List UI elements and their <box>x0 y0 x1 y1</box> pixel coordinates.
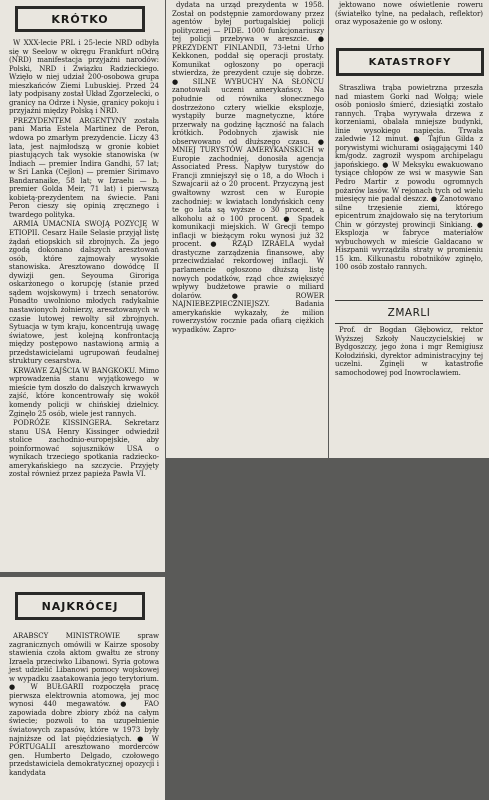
clipping-najkrocej <box>0 577 165 800</box>
zmarli-bottom-rule <box>335 323 483 324</box>
right-top-text <box>335 1 483 28</box>
zmarli-text <box>335 326 483 378</box>
zmarli-top-rule <box>335 300 483 301</box>
katastrofy-p1: Straszliwa trąba powietrzna przeszła nad miastem Gorki nad Wołgą; wiele osób poniosło śmierć, dziesiątki zostało rannych. Trąba wyrywała drzewa z korzeniami, obalała mniejsze budynki, linie wysokiego napięcia. Trwała zaledwie 12 minut. ● Tajfun Gilda z porywistymi wichurami osiągającymi 140 km/godz. zagroził wyspom archipelagu japońskiego. ● W Meksyku ewakuowano tysiące chłopów ze wsi w masywie San Pedro Martir z powodu ogromnych pożarów lasów. W rejonach tych od wielu miesięcy nie padał deszcz. ● Zanotowano silne trzęsienie ziemi, którego epicentrum znajdowało się na terytorium Chin w górzystej prowincji Sinkiang. ● Eksplozja w fabryce materiałów wybuchowych w mieście Galdacano w Hiszpanii wyrządziła straty w promieniu 15 km. Kilkunastu robotników zginęło, 100 osób zostało rannych. <box>335 83 483 272</box>
krotko-p2: PREZYDENTEM ARGENTYNY została pani Maria Estela Martinez de Peron, wdowa po zmarłym prezydencie. Liczy 43 lata, jest najmłodszą w gronie kobiet piastujących tak wysokie stanowiska (w Indiach — premier Indira Gandhi, 57 lat; w Sri Lanka (Cejlon) — premier Sirimavo Bandaranaike, 58 lat; w Izraelu — b. premier Golda Meir, 71 lat) i pierwszą kobietą-prezydentem na świecie. Pani Peron cieszy się opinią zręcznego i twardego polityka. <box>9 115 159 219</box>
katastrofy-title-box <box>336 48 484 76</box>
krotko-text <box>9 39 159 480</box>
middle-p1: dydata na urząd prezydenta w 1958. Został on podstępnie zamordowany przez agentów byłej portugalskiej policji politycznej — PIDE. 1000 funkcjonariuszy tej policji przebywa w areszcie. ● PREZYDENT FINLANDII, 73-letni Urho Kekkonen, poddał się operacji prostaty. Komunikat ogłoszony po operacji stwierdza, że prezydent czuje się dobrze. ● SILNE WYBUCHY NA SŁOŃCU zanotowali uczeni amerykańscy. Na południe od równika słonecznego dostrzeżono cztery wielkie eksplozje, wystąpiły burze magnetyczne, które przerwały na godzinę łączność na falach krótkich. Podobnych zjawisk nie obserwowano od dłuższego czasu. ● MNIEJ TURYSTÓW AMERYKAŃSKICH w Europie zachodniej, donosiła agencja Associated Press. Napływ turystów do Francji zmniejszył się o 18, a do Włoch i Szwajcarii aż o 20 procent. Przyczyną jest gwałtowny wzrost cen w Europie zachodniej: w kwiatach londyńskich ceny te go lata są wyższe o 30 procent, a alkoholu aż o 100 procent. ● Spadek komunikacji miejskich. W Grecji tempo inflacji w bieżącym roku wynosi już 32 procent. ● RZĄD IZRAELA wydał drastyczne zarządzenia finansowe, aby przeciwdziałać rekordowej inflacji. W parlamencie ogłoszono dłuższą listę nowych podatków, rząd chce zwiększyć wpływy budżetowe prawie o miliard dolarów. ● ROWER NAJNIEBEZPIECZNIEJSZY. Badania amerykańskie wykazały, że milion rowerzystów rocznie pada ofiarą ciężkich wypadków. Zapro- <box>172 0 324 334</box>
najkrocej-text <box>9 632 159 778</box>
krotko-title: KRÓTKO <box>51 12 109 26</box>
clipping-right-column <box>329 0 489 458</box>
krotko-title-box <box>15 6 145 32</box>
clipping-krotko <box>0 0 165 572</box>
najkrocej-p1: ARABSCY MINISTROWIE spraw zagranicznych omówili w Kairze sposoby stawienia czoła aktom gwałtu ze strony Izraela przeciwko Libanowi. Syria gotowa jest udzielić Libanowi pomocy wojskowej w wypadku zaatakowania jego terytorium. ● W BUŁGARII rozpoczęła pracę pierwsza elektrownia atomowa, jej moc wynosi 440 megawatów. ● FAO zapowiada dobre zbiory zbóż na całym świecie; pozwoli to na uzupełnienie światowych zapasów, które w 1973 były najniższe od lat pięćdziesiątych. ● W PORTUGALII aresztowano morderców gen. Humberto Delgado, czołowego przedstawiciela demokratycznej opozycji i kandydata <box>9 631 159 777</box>
katastrofy-text <box>335 84 483 273</box>
clipping-middle-column <box>166 0 328 458</box>
krotko-p3: ARMIA UMACNIA SWOJĄ POZYCJĘ W ETIOPII. Cesarz Haile Selasie przyjął listę żądań etiopskich sił zbrojnych. Za jego zgodą dokonano dalszych aresztowań osób, które zajmowały wysokie stanowiska. Aresztowano dowódcę II dywizji gen. Seyouma Giroriga oskarżonego o korupcję (stanie przed sądem wojskowym) i trzech senatorów. Ponadto uwolniono młodych radykalnie nastawionych żołnierzy, aresztowanych w czasie lutowej rewolty sił zbrojnych. Sytuacja w tym kraju, koncentrują uwagę światowe, jest kolejną konfrontacją między postępowo nastawioną armią a przedstawicielami ugrupowań feudalnej struktury cesarstwa. <box>9 219 159 366</box>
krotko-p1: W XXX-lecie PRL i 25-lecie NRD odbyła się w Seelow w okręgu Frankfurt nOdrą (NRD) manifestacja przyjaźni narodów: Polski, NRD i Związku Radzieckiego. Wzięło w niej udział 200-osobowa grupa mieszkańców Ziemi Lubuskiej. Przed 24 laty podpisany został Układ Zgorzelecki, o granicy na Odrze i Nysie, granicy pokoju i przyjaźni między Polską i NRD. <box>9 38 159 116</box>
katastrofy-title: KATASTROFY <box>368 56 452 68</box>
krotko-p5: PODRÓŻE KISSINGERA. Sekretarz stanu USA Henry Kissinger odwiedził stolice zachodnio-europejskie, aby poinformować sojuszników USA o wynikach trzeciego spotkania radziecko-amerykańskiego na szczycie. Przyjęty został również przez papieża Pawła VI. <box>9 418 159 479</box>
zmarli-title: ZMARLI <box>387 307 431 319</box>
middle-text <box>172 1 324 335</box>
krotko-p4: KRWAWE ZAJŚCIA W BANGKOKU. Mimo wprowadzenia stanu wyjątkowego w mieście tym doszło do dalszych krwawych zajść, które koncentrowały się wokół komendy policji w chińskiej dzielnicy. Zginęło 25 osób, wiele jest rannych. <box>9 365 159 418</box>
najkrocej-title-box <box>15 592 145 620</box>
zmarli-p2: Prof. dr Bogdan Głębowicz, rektor Wyższej Szkoły Nauczycielskiej w Bydgoszczy, jego żona i mgr Remigiusz Kołodziński, dyrektor administracyjny tej uczelni. Zginęli w katastrofie samochodowej pod Inowrocławiem. <box>335 325 483 377</box>
najkrocej-title: NAJKRÓCEJ <box>41 599 119 613</box>
right-p0: jektowano nowe oświetlenie roweru (światełko tylne, na pedałach, reflektor) oraz wyposażenie go w osłony. <box>335 0 483 27</box>
